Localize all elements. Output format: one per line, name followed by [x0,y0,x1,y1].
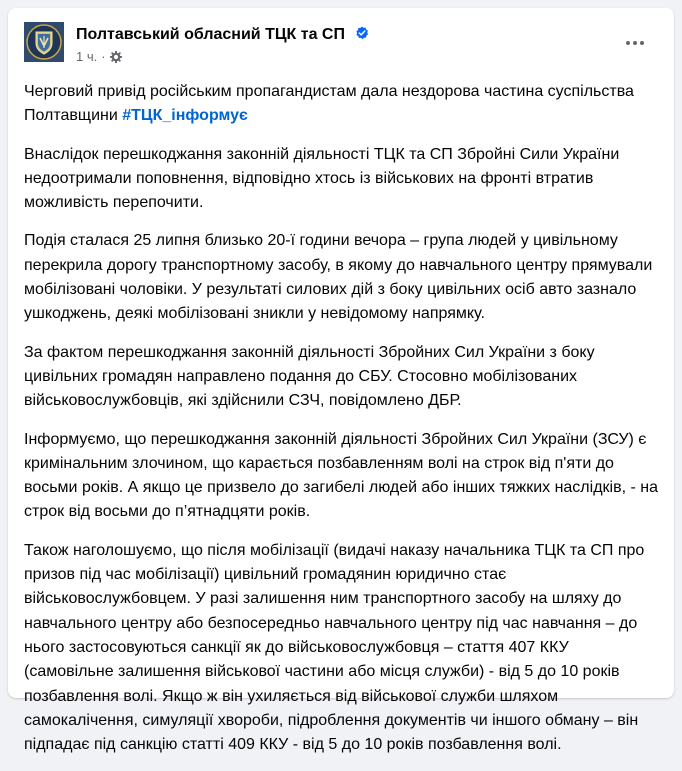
post-card [8,8,674,754]
intro-text: Черговий привід російським пропагандистам дала нездорова частина суспільства Полтавщини [24,83,634,125]
emblem-icon [24,22,64,62]
page-name-text[interactable]: Полтавський обласний ТЦК та СП [76,26,345,43]
post-menu-button[interactable] [620,28,650,58]
hashtag-link[interactable]: #ТЦК_інформує [122,107,248,125]
verified-badge-icon [355,26,369,40]
paragraph-3: За фактом перешкоджання законній діяльності Збройних Сил України з боку цивільних громадян направлено подання до СБУ. Стосовно мобілізованих військовослужбовців, які здійснили СЗЧ, повідомлено ДБР. [24,343,595,410]
more-dots-icon [626,41,644,45]
paragraph-5: Також наголошуємо, що після мобілізації (видачі наказу начальника ТЦК та СП про призов під час мобілізації) цивільний громадянин юридично стає військовослужбовцем. У разі залишення ним транспортного засобу на шляху до навчального центру або безпосередньо навчального центру під час навчання – до нього застосовуються санкції як до військовослужбовця – стаття 407 ККУ (самовільне залишення військової частини або місця служби) - від 5 до 10 років позбавлення волі. Якщо ж він ухиляється від військової служби шляхом самокалічення, симуляції хвороби, підроблення документів чи іншого обману – він підпадає під санкцію статті 409 ККУ - від 5 до 10 років позбавлення волі. [24,541,645,754]
post-intro [24,80,662,129]
paragraph-4: Інформуємо, що перешкоджання законній діяльності Збройних Сил України (ЗСУ) є кримінальним злочином, що карається позбавленням волі на строк від п'яти до восьми років. А якщо це призвело до загибелі людей або інших тяжких наслідків, - на строк від восьми до п’ятнадцяти років. [24,430,658,521]
post-text [24,80,662,771]
page-avatar[interactable] [24,22,64,62]
meta-separator: · [101,49,106,64]
post-meta [76,49,122,64]
paragraph-1: Внаслідок перешкоджання законній діяльності ТЦК та СП Збройні Сили України недоотримали поповнення, відповідно хтось із військових на фронті втратив можливість перепочити. [24,145,620,212]
gear-icon[interactable] [110,51,122,63]
post-timestamp[interactable]: 1 ч. [76,49,98,64]
post-header [24,22,662,70]
paragraph-2: Подія сталася 25 липня близько 20-ї години вечора – група людей у цивільному перекрила дорогу транспортному засобу, в якому до навчального центру прямували мобілізовані чоловіки. У результаті силових дій з боку цивільних осіб авто зазнало ушкоджень, деякі мобілізовані зникли у невідомому напрямку. [24,232,653,323]
page-name[interactable] [76,26,369,44]
